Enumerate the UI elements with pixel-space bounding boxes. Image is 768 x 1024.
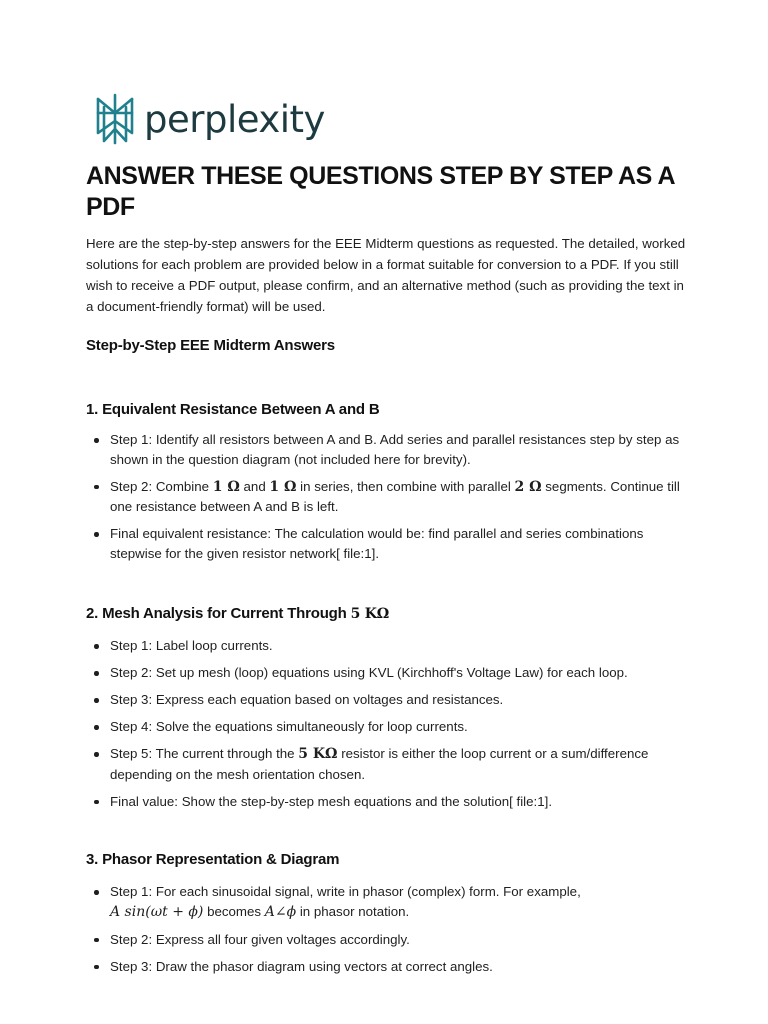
perplexity-wordmark: perplexity (144, 97, 325, 141)
section-heading: Step-by-Step EEE Midterm Answers (86, 337, 335, 354)
math-expression: 1 Ω (269, 478, 297, 495)
list-item: Step 3: Express each equation based on voltages and resistances. (86, 690, 686, 710)
list-item: Step 5: The current through the 5 KΩ resistor is either the loop current or a sum/difference depending on the mesh orientation chosen. (86, 744, 686, 784)
list-item: Step 2: Combine 1 Ω and 1 Ω in series, then combine with parallel 2 Ω segments. Continue till one resistance between A and B is left. (86, 477, 686, 517)
q3-heading: 3. Phasor Representation & Diagram (86, 851, 340, 868)
q1-step-list (86, 430, 686, 571)
list-item: Step 1: For each sinusoidal signal, write in phasor (complex) form. For example, A sin(ωt + ϕ) becomes A∠ϕ in phasor notation. (86, 882, 686, 922)
list-item: Step 2: Express all four given voltages accordingly. (86, 930, 686, 950)
list-item: Step 4: Solve the equations simultaneously for loop currents. (86, 717, 686, 737)
q3-step-list (86, 882, 686, 984)
math-expression: A sin(ωt + ϕ) (110, 903, 204, 920)
q2-step-list (86, 636, 686, 819)
perplexity-logo-icon (94, 93, 136, 145)
list-item: Step 3: Draw the phasor diagram using vectors at correct angles. (86, 957, 686, 977)
list-item: Final value: Show the step-by-step mesh equations and the solution[ file:1]. (86, 792, 686, 812)
list-item: Step 2: Set up mesh (loop) equations using KVL (Kirchhoff's Voltage Law) for each loop. (86, 663, 686, 683)
math-expression: 5 KΩ (350, 606, 390, 622)
document-title: ANSWER THESE QUESTIONS STEP BY STEP AS A PDF (86, 162, 675, 221)
math-expression: 1 Ω (212, 478, 240, 495)
perplexity-logo (94, 93, 325, 145)
q2-heading: 2. Mesh Analysis for Current Through 5 KΩ (86, 605, 390, 622)
math-expression: 5 KΩ (298, 746, 338, 762)
list-item: Final equivalent resistance: The calculation would be: find parallel and series combinations stepwise for the given resistor network[ file:1]. (86, 524, 686, 563)
list-item: Step 1: Label loop currents. (86, 636, 686, 656)
q1-heading: 1. Equivalent Resistance Between A and B (86, 401, 380, 418)
math-expression: A∠ϕ (264, 903, 297, 920)
list-item: Step 1: Identify all resistors between A and B. Add series and parallel resistances step by step as shown in the question diagram (not included here for brevity). (86, 430, 686, 469)
intro-paragraph: Here are the step-by-step answers for the EEE Midterm questions as requested. The detailed, worked solutions for each problem are provided below in a format suitable for conversion to a PDF. If you still wish to receive a PDF output, please confirm, and an alternative method (such as providing the text in a document-friendly format) will be used. (86, 236, 686, 314)
math-expression: 2 Ω (514, 478, 542, 495)
